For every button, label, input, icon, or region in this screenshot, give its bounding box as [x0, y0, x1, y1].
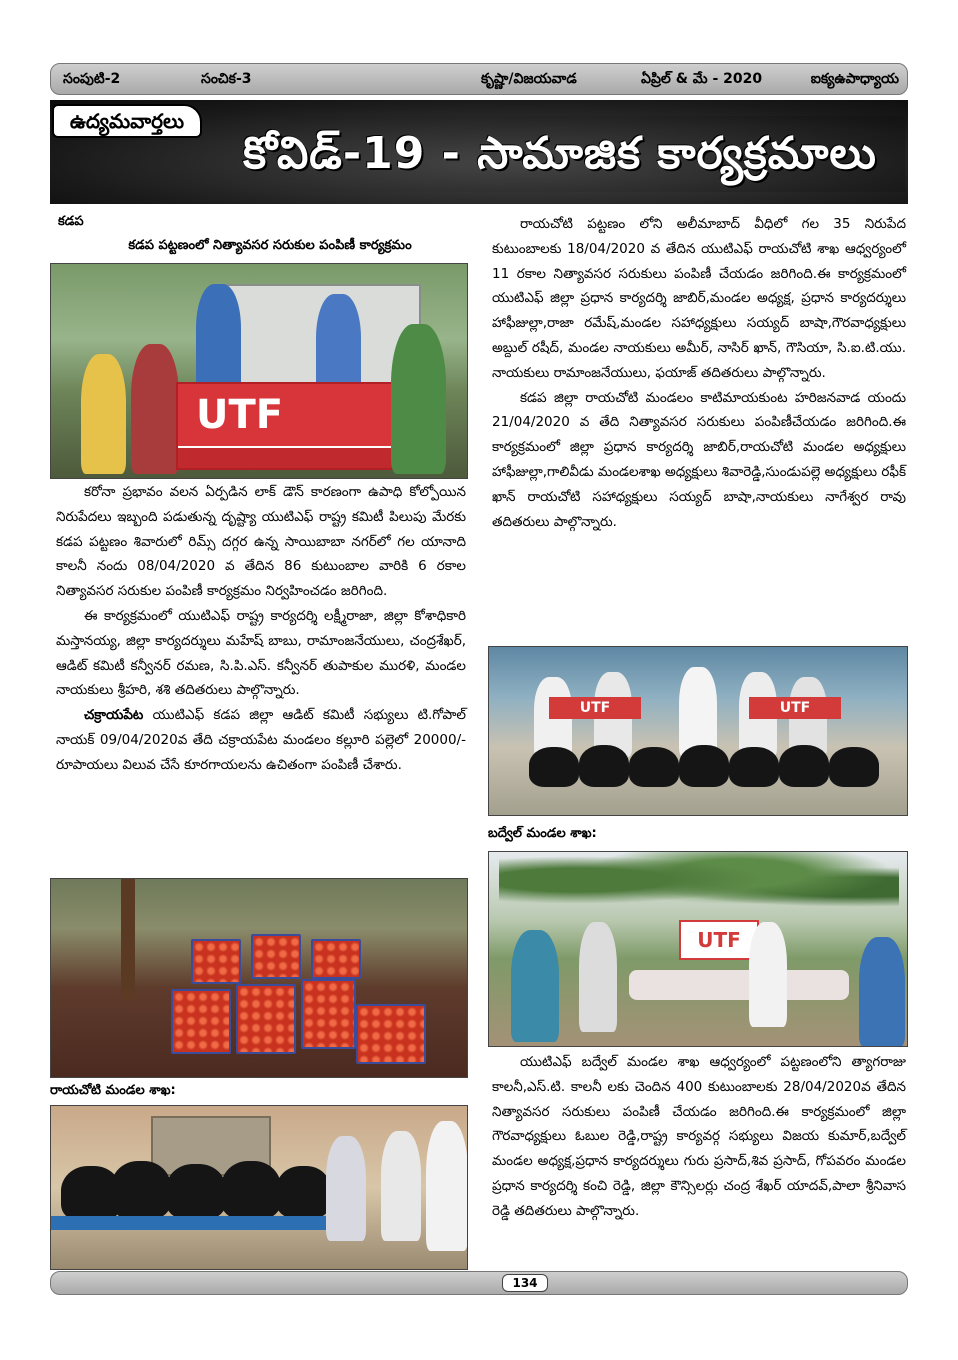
- grocery-bag: [679, 745, 729, 787]
- photo-utf-distribution-kadapa: [50, 263, 468, 479]
- person-figure: [749, 922, 787, 1027]
- article-badvel: [492, 1050, 906, 1224]
- district-label: కడప: [58, 214, 84, 229]
- tree-trunk: [121, 879, 135, 999]
- article-kadapa: [56, 480, 466, 778]
- place-lead: చక్రాయపేట: [84, 707, 144, 724]
- grocery-bag: [829, 747, 879, 787]
- photo-badvel-distribution: [488, 851, 908, 1047]
- grocery-sacks: [629, 970, 849, 1000]
- tomato-crate: [356, 1004, 426, 1064]
- grocery-bag: [111, 1161, 171, 1219]
- paragraph: రాయచోటి పట్టణం లోని అలీమాబాద్ వీధిలో గల 35 నిరుపేద కుటుంబాలకు 18/04/2020 వ తేదిన యుటిఎఫ్ రాయచోటి శాఖ ఆధ్వర్యంలో 11 రకాల నిత్యావసర సరుకులు పంపిణీ చేయడం జరిగింది.ఈ కార్యక్రమంలో యుటిఎఫ్ జిల్లా ప్రధాన కార్యదర్శి జాబిర్,మండల అధ్యక్ష, ప్రధాన కార్యదర్శులు హాఫీజుల్లా,రాజా రమేష్,మండల సహాధ్యక్షులు సయ్యద్ బాషా,గౌరవాధ్యక్షులు అబ్దుల్ రషీద్, మండల నాయకులు అమీర్, నాసిర్ ఖాన్, గౌసియా, సి.ఐ.టి.యు. నాయకులు రామాంజనేయులు, ఫయాజ్ తదితరులు పాల్గొన్నారు.: [492, 216, 906, 381]
- footer-bar: [50, 1271, 908, 1295]
- grocery-bag: [221, 1161, 281, 1219]
- issue-label: సంచిక-3: [201, 71, 252, 87]
- page-number: 134: [502, 1274, 548, 1292]
- paragraph: ఈ కార్యక్రమంలో యుటిఎఫ్ రాష్ట్ర కార్యదర్శి లక్ష్మీరాజా, జిల్లా కోశాధికారి మస్తానయ్య, జిల్లా కార్యదర్శులు మహేష్ బాబు, రామాంజనేయులు, చంద్రశేఖర్, ఆడిట్ కమిటీ కన్వీనర్ రమణ, సి.పి.ఎస్. కన్వీనర్ తుపాకుల మురళి, మండల నాయకులు శ్రీహరి, శశి తదితరులు పాల్గొన్నారు.: [56, 607, 466, 699]
- person-figure: [381, 1131, 421, 1241]
- title-banner: [50, 100, 908, 204]
- volume-label: సంపుటి-2: [63, 71, 121, 87]
- caption-rayachoti: రాయచోటి మండల శాఖ:: [50, 1083, 176, 1098]
- tomato-crate: [251, 934, 301, 979]
- paragraph: కడప జిల్లా రాయచోటి మండలం కాటిమాయకుంట హరిజనవాడ యందు 21/04/2020 వ తేది నిత్యావసర సరుకులు పంపిణీచేయడం జరిగింది.ఈ కార్యక్రమంలో జిల్లా ప్రధాన కార్యదర్శి జాబిర్,రాయచోటి మండల అధ్యక్షులు హాఫీజుల్లా,గాలివీడు మండలశాఖ అధ్యక్షులు శివారెడ్డి,సుండుపల్లె అధ్యక్షులు రఫీక్ ఖాన్ రాయచోటి సహాధ్యక్షులు సయ్యద్ బాషా,నాయకులు నాగేశ్వర రావు తదితరులు పాల్గొన్నారు.: [492, 389, 906, 530]
- utf-banner: UTF: [549, 697, 641, 719]
- paragraph: [56, 703, 466, 777]
- photo-rayachoti-distribution: [50, 1105, 468, 1270]
- grocery-bag: [629, 747, 679, 787]
- tomato-crate: [236, 984, 296, 1054]
- article-rayachoti: [492, 212, 906, 534]
- tomato-crate: [301, 979, 356, 1049]
- grocery-bag: [579, 745, 629, 787]
- grocery-bag: [166, 1164, 226, 1219]
- paragraph-text: యుటిఎఫ్ కడప జిల్లా ఆడిట్ కమిటీ సభ్యులు టి.గోపాల్ నాయక్ 09/04/2020వ తేది చక్రాయపేట మండలం కల్లూరి పల్లెలో 20000/- రూపాయలు విలువ చేసే కూరగాయలను ఉచితంగా పంపిణీ చేశారు.: [56, 707, 466, 773]
- person-figure: [81, 354, 126, 474]
- utf-banner: UTF: [679, 920, 759, 960]
- person-figure: [511, 930, 559, 1042]
- tomato-crate: [191, 939, 241, 984]
- photo-vegetable-distribution: [50, 878, 468, 1078]
- paragraph: యుటిఎఫ్ బద్వేల్ మండల శాఖ ఆధ్వర్యంలో పట్టణంలోని త్యాగరాజు కాలనీ,ఎస్.టి. కాలనీ లకు చెందిన 400 కుటుంబాలకు 28/04/2020వ తేదిన నిత్యావసర సరుకులు పంపిణీ చేయడం జరిగింది.ఈ కార్యక్రమంలో జిల్లా గౌరవాధ్యక్షులు ఓబుల రెడ్డి,రాష్ట్ర కార్యవర్గ సభ్యులు విజయ కుమార్,బద్వేల్ మండల అధ్యక్ష,ప్రధాన కార్యదర్శులు గురు ప్రసాద్,శివ ప్రసాద్, గోపవరం మండల ప్రధాన కార్యదర్శి కంచి రెడ్డి, జిల్లా కౌన్సిలర్లు చంద్ర శేఖర్ యాదవ్,పాలా శ్రీనివాస రెడ్డి తదితరులు పాల్గొన్నారు.: [492, 1054, 906, 1219]
- bench-shape: [51, 1216, 351, 1230]
- person-figure: [131, 344, 179, 474]
- paragraph: కరోనా ప్రభావం వలన ఏర్పడిన లాక్ డౌన్ కారణంగా ఉపాధి కోల్పోయిన నిరుపేదలు ఇబ్బంది పడుతున్న దృష్ట్యా యుటిఎఫ్ రాష్ట్ర కమిటీ పిలుపు మేరకు కడప పట్టణం శివారులో రిమ్స్ దగ్గర ఉన్న సాయిబాబా నగర్‌లో గల యానాది కాలనీ నందు 08/04/2020 వ తేదిన 86 కుటుంబాల వారికి 6 రకాల నిత్యావసర సరుకుల పంపిణీ కార్యక్రమం నిర్వహించడం జరిగింది.: [56, 484, 466, 600]
- person-figure: [196, 284, 241, 394]
- magazine-name: ఐక్యఉపాధ్యాయ: [810, 71, 899, 87]
- subheading: కడప పట్టణంలో నిత్యావసర సరుకుల పంపిణీ కార్యక్రమం: [128, 238, 412, 253]
- date-label: ఏప్రిల్ & మే - 2020: [641, 71, 763, 87]
- header-bar: [50, 63, 908, 95]
- tomato-crate: [311, 939, 361, 979]
- tomato-crate: [171, 989, 231, 1054]
- person-figure: [679, 667, 717, 757]
- tree-canopy: [499, 852, 899, 922]
- photo-harijanawada-distribution: [488, 646, 908, 816]
- person-figure: [426, 1121, 468, 1251]
- utf-banner: UTF: [749, 697, 841, 719]
- place-label: కృష్ణా/విజయవాడ: [481, 71, 577, 87]
- person-figure: [859, 937, 905, 1047]
- person-figure: [579, 922, 617, 1032]
- section-tag: ఉద్యమవార్తలు: [52, 104, 202, 138]
- grocery-bag: [276, 1166, 331, 1218]
- page-title: కోవిడ్-19 - సామాజిక కార్యక్రమాలు: [215, 116, 905, 192]
- utf-banner-text: UTF: [196, 392, 284, 438]
- grocery-bag: [779, 745, 829, 787]
- person-figure: [326, 1136, 366, 1241]
- grocery-bag: [729, 747, 779, 787]
- person-figure: [391, 324, 446, 474]
- grocery-bag: [529, 747, 579, 787]
- caption-badvel: బద్వేల్ మండల శాఖ:: [488, 826, 597, 841]
